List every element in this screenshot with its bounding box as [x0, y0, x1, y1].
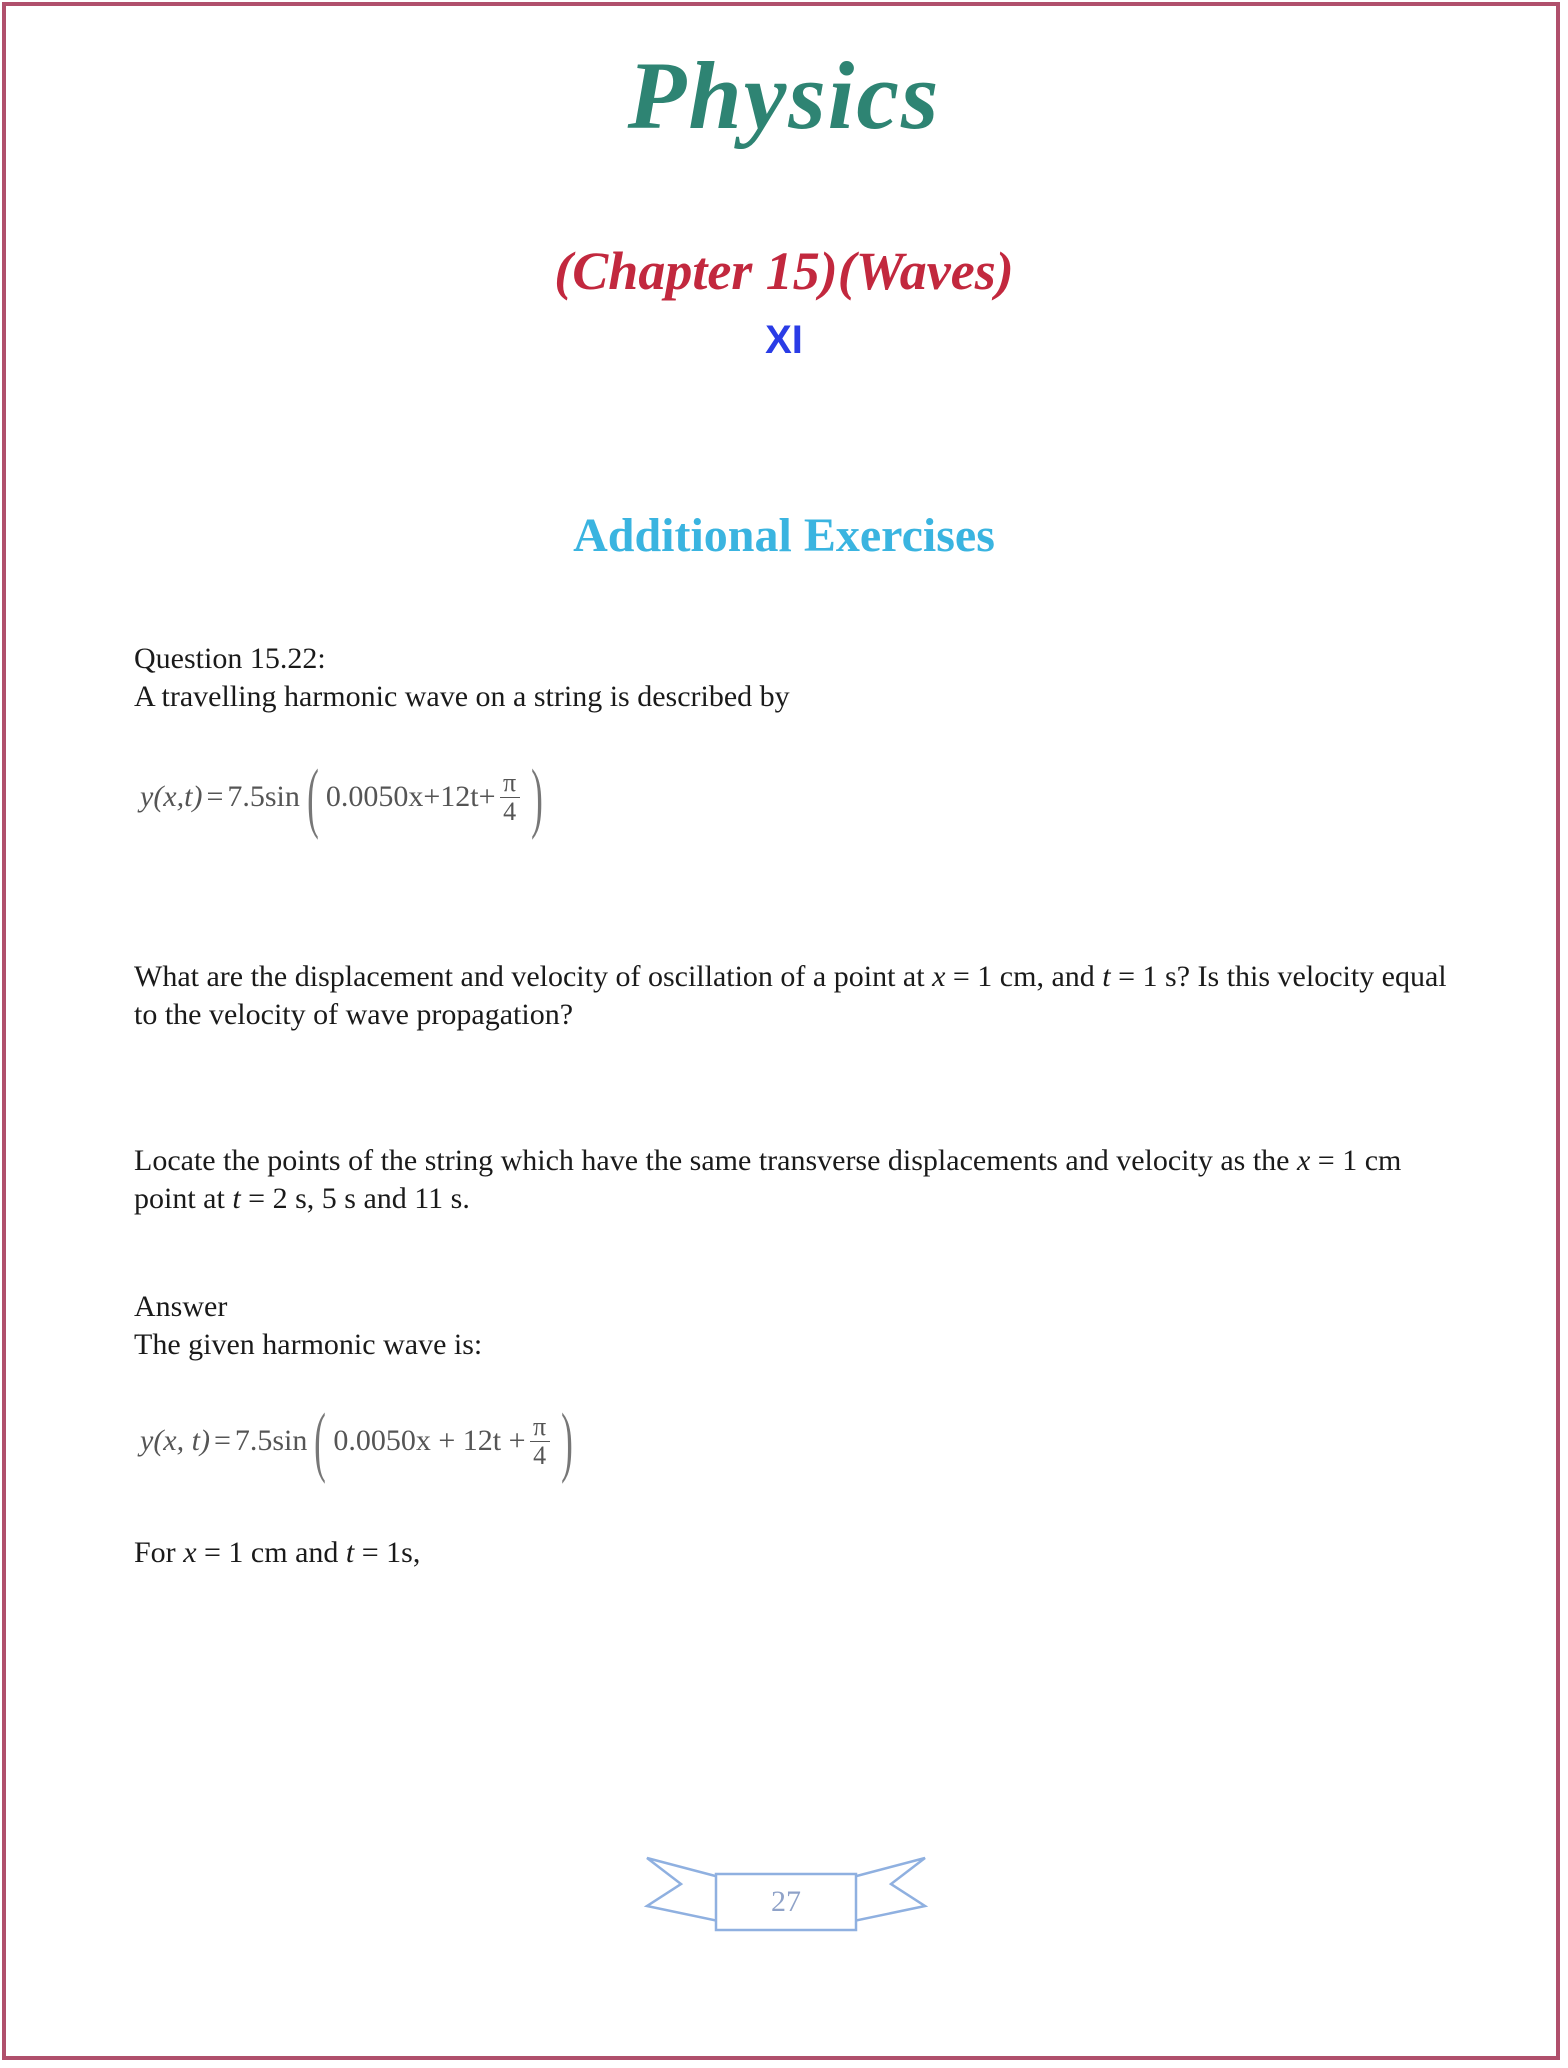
text-run: Locate the points of the string which have the same transverse displacements and velocity as the: [134, 1144, 1297, 1177]
question-label: Question 15.22:: [134, 642, 326, 675]
answer-intro: The given harmonic wave is:: [134, 1328, 483, 1361]
text-run: = 2 s, 5 s and 11 s.: [240, 1182, 470, 1215]
answer-label: Answer: [134, 1290, 228, 1323]
question-equation: [140, 752, 550, 842]
chapter-heading: (Chapter 15)(Waves): [554, 241, 1014, 301]
variable-t: t: [1102, 960, 1111, 993]
class-label: XI: [765, 318, 803, 362]
equation-inner: 0.0050x + 12t +: [333, 1424, 526, 1457]
equation-equals: =: [213, 1424, 231, 1457]
left-paren: (: [314, 1397, 327, 1484]
question-part-a: [134, 958, 1454, 1034]
equation-equals: =: [206, 780, 224, 813]
equation-amplitude: 7.5sin: [234, 1424, 308, 1457]
equation-lhs: y(x,t): [140, 780, 203, 813]
variable-x: x: [932, 960, 946, 993]
equation-amplitude: 7.5sin: [227, 780, 300, 813]
ribbon-left-tail: [647, 1858, 723, 1922]
text-run: What are the displacement and velocity of oscillation of a point at: [134, 960, 933, 993]
variable-t: t: [232, 1182, 241, 1215]
ribbon-right-tail: [849, 1858, 925, 1922]
question-part-b: [134, 1142, 1454, 1218]
right-paren: ): [560, 1397, 573, 1484]
variable-x: x: [183, 1536, 197, 1569]
page-number: 27: [771, 1885, 801, 1918]
equation-inner: 0.0050x+12t+: [325, 780, 496, 813]
text-run: = 1 s? Is this velocity equal to the velocity of wave propagation?: [134, 960, 1447, 1031]
equation-lhs: y(x, t): [140, 1424, 210, 1457]
text-run: = 1 cm point at: [134, 1144, 1402, 1215]
question-intro: A travelling harmonic wave on a string is described by: [134, 680, 790, 713]
right-paren: ): [530, 753, 543, 840]
fraction-numerator: π: [532, 1411, 547, 1441]
fraction-denominator: 4: [503, 796, 517, 826]
section-title: Additional Exercises: [573, 509, 995, 562]
text-run: = 1 cm, and: [945, 960, 1103, 993]
fraction-denominator: 4: [533, 1440, 547, 1470]
variable-x: x: [1296, 1144, 1311, 1177]
page-title: Physics: [627, 42, 941, 149]
pi-fraction: [500, 769, 520, 826]
text-run: For: [134, 1536, 184, 1569]
fraction-numerator: π: [502, 767, 517, 797]
text-run: = 1 cm and: [196, 1536, 346, 1569]
pi-fraction: [530, 1413, 550, 1470]
answer-for-line: [134, 1534, 1454, 1572]
answer-equation: [140, 1396, 580, 1486]
text-run: = 1s,: [354, 1536, 421, 1569]
left-paren: (: [307, 753, 319, 840]
variable-t: t: [345, 1536, 355, 1569]
